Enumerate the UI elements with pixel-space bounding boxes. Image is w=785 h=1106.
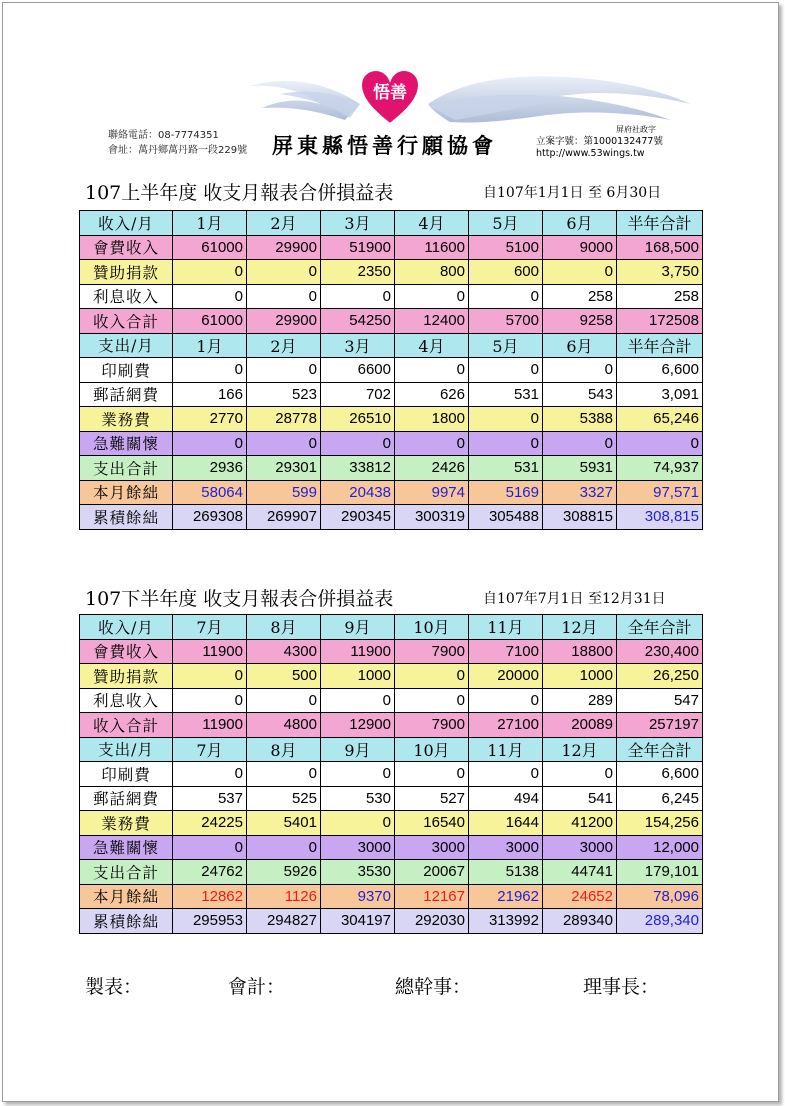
value-cell: 0 (173, 431, 247, 456)
value-cell: 5138 (469, 860, 543, 885)
value-cell: 44741 (543, 860, 617, 885)
value-cell: 0 (395, 284, 469, 309)
value-cell: 541 (543, 786, 617, 811)
value-cell: 531 (469, 456, 543, 481)
table-row (80, 835, 703, 860)
row-label: 業務費 (80, 407, 173, 432)
value-cell: 3000 (321, 835, 395, 860)
registration-info (536, 124, 663, 160)
value-cell: 29301 (247, 456, 321, 481)
value-cell: 172508 (617, 309, 703, 334)
value-cell: 308,815 (617, 505, 703, 530)
value-cell: 0 (395, 762, 469, 787)
value-cell: 0 (543, 762, 617, 787)
header-cell: 5月 (469, 333, 543, 358)
table-row (80, 786, 703, 811)
header-cell: 7月 (173, 615, 247, 640)
value-cell: 7900 (395, 713, 469, 738)
header-cell: 支出/月 (80, 333, 173, 358)
value-cell: 0 (321, 284, 395, 309)
value-cell: 58064 (173, 480, 247, 505)
value-cell: 7900 (395, 639, 469, 664)
expense-header-row (80, 333, 703, 358)
header-cell: 2月 (247, 211, 321, 236)
header-cell: 9月 (321, 615, 395, 640)
table-row (80, 480, 703, 505)
value-cell: 41200 (543, 811, 617, 836)
header-cell: 4月 (395, 211, 469, 236)
header-cell: 1月 (173, 211, 247, 236)
row-label: 印刷費 (80, 762, 173, 787)
value-cell: 494 (469, 786, 543, 811)
accountant-label: 會計： (228, 976, 286, 998)
table-row (80, 811, 703, 836)
value-cell: 0 (395, 431, 469, 456)
header-cell: 7月 (173, 737, 247, 762)
value-cell: 230,400 (617, 639, 703, 664)
first-half-title-block (85, 178, 662, 205)
value-cell: 166 (173, 382, 247, 407)
value-cell: 0 (469, 284, 543, 309)
registration-number: 立案字號：第1000132477號 (536, 136, 663, 147)
value-cell: 289,340 (617, 909, 703, 934)
value-cell: 12862 (173, 884, 247, 909)
table-row (80, 505, 703, 530)
row-label: 利息收入 (80, 688, 173, 713)
row-label: 贊助捐款 (80, 260, 173, 285)
table-row (80, 762, 703, 787)
value-cell: 9370 (321, 884, 395, 909)
value-cell: 294827 (247, 909, 321, 934)
second-half-date-range: 自107年7月1日 至12月31日 (483, 591, 666, 607)
header-cell: 11月 (469, 615, 543, 640)
value-cell: 74,937 (617, 456, 703, 481)
value-cell: 0 (543, 431, 617, 456)
table-row (80, 909, 703, 934)
prepared-by-label: 製表： (85, 976, 143, 998)
value-cell: 4300 (247, 639, 321, 664)
row-label: 會費收入 (80, 639, 173, 664)
header-cell: 6月 (543, 333, 617, 358)
value-cell: 0 (469, 358, 543, 383)
header-cell: 半年合計 (617, 333, 703, 358)
value-cell: 51900 (321, 235, 395, 260)
row-label: 贊助捐款 (80, 664, 173, 689)
value-cell: 525 (247, 786, 321, 811)
table-row (80, 382, 703, 407)
value-cell: 3000 (469, 835, 543, 860)
value-cell: 0 (247, 688, 321, 713)
table-row (80, 284, 703, 309)
value-cell: 1000 (321, 664, 395, 689)
second-half-table (79, 614, 703, 934)
value-cell: 530 (321, 786, 395, 811)
address-text: 會址：萬丹鄉萬丹路一段229號 (108, 145, 248, 156)
value-cell: 6,600 (617, 358, 703, 383)
header-cell: 11月 (469, 737, 543, 762)
header-cell: 收入/月 (80, 211, 173, 236)
header-cell: 8月 (247, 615, 321, 640)
header-cell: 3月 (321, 211, 395, 236)
value-cell: 0 (321, 431, 395, 456)
value-cell: 0 (173, 284, 247, 309)
value-cell: 20438 (321, 480, 395, 505)
value-cell: 547 (617, 688, 703, 713)
row-label: 累積餘絀 (80, 909, 173, 934)
value-cell: 0 (247, 358, 321, 383)
value-cell: 6,600 (617, 762, 703, 787)
value-cell: 12900 (321, 713, 395, 738)
value-cell: 0 (395, 358, 469, 383)
table-row (80, 235, 703, 260)
table-row (80, 884, 703, 909)
value-cell: 0 (617, 431, 703, 456)
value-cell: 289340 (543, 909, 617, 934)
value-cell: 0 (247, 284, 321, 309)
value-cell: 0 (247, 260, 321, 285)
header-cell: 4月 (395, 333, 469, 358)
contact-info (108, 128, 247, 158)
org-name: 屏東縣悟善行願協會 (272, 133, 497, 158)
value-cell: 26,250 (617, 664, 703, 689)
value-cell: 97,571 (617, 480, 703, 505)
income-header-row (80, 615, 703, 640)
header-cell: 5月 (469, 211, 543, 236)
value-cell: 24762 (173, 860, 247, 885)
registration-dept: 屏府社政字 (616, 125, 656, 134)
row-label: 收入合計 (80, 309, 173, 334)
value-cell: 304197 (321, 909, 395, 934)
value-cell: 65,246 (617, 407, 703, 432)
value-cell: 61000 (173, 235, 247, 260)
value-cell: 0 (469, 762, 543, 787)
value-cell: 61000 (173, 309, 247, 334)
value-cell: 0 (321, 688, 395, 713)
value-cell: 5169 (469, 480, 543, 505)
value-cell: 531 (469, 382, 543, 407)
value-cell: 537 (173, 786, 247, 811)
table-row (80, 309, 703, 334)
value-cell: 305488 (469, 505, 543, 530)
value-cell: 5700 (469, 309, 543, 334)
value-cell: 2426 (395, 456, 469, 481)
row-label: 業務費 (80, 811, 173, 836)
value-cell: 289 (543, 688, 617, 713)
table-row (80, 713, 703, 738)
table-row (80, 639, 703, 664)
header-cell: 收入/月 (80, 615, 173, 640)
value-cell: 0 (469, 431, 543, 456)
value-cell: 12167 (395, 884, 469, 909)
value-cell: 308815 (543, 505, 617, 530)
value-cell: 702 (321, 382, 395, 407)
header-cell: 全年合計 (617, 737, 703, 762)
header-cell: 9月 (321, 737, 395, 762)
value-cell: 543 (543, 382, 617, 407)
row-label: 急難關懷 (80, 835, 173, 860)
table-row (80, 407, 703, 432)
value-cell: 258 (617, 284, 703, 309)
value-cell: 1644 (469, 811, 543, 836)
value-cell: 0 (247, 835, 321, 860)
value-cell: 0 (173, 762, 247, 787)
expense-header-row (80, 737, 703, 762)
value-cell: 78,096 (617, 884, 703, 909)
value-cell: 1126 (247, 884, 321, 909)
value-cell: 9258 (543, 309, 617, 334)
value-cell: 257197 (617, 713, 703, 738)
header-cell: 10月 (395, 737, 469, 762)
value-cell: 0 (247, 762, 321, 787)
value-cell: 11900 (173, 713, 247, 738)
value-cell: 0 (469, 688, 543, 713)
value-cell: 5931 (543, 456, 617, 481)
value-cell: 626 (395, 382, 469, 407)
value-cell: 24652 (543, 884, 617, 909)
value-cell: 2350 (321, 260, 395, 285)
value-cell: 1000 (543, 664, 617, 689)
value-cell: 3327 (543, 480, 617, 505)
value-cell: 154,256 (617, 811, 703, 836)
row-label: 支出合計 (80, 456, 173, 481)
value-cell: 5100 (469, 235, 543, 260)
value-cell: 599 (247, 480, 321, 505)
value-cell: 29900 (247, 235, 321, 260)
value-cell: 28778 (247, 407, 321, 432)
value-cell: 3,750 (617, 260, 703, 285)
value-cell: 523 (247, 382, 321, 407)
value-cell: 258 (543, 284, 617, 309)
first-half-title: 107上半年度 收支月報表合併損益表 (85, 182, 394, 204)
value-cell: 24225 (173, 811, 247, 836)
value-cell: 18800 (543, 639, 617, 664)
table-row (80, 358, 703, 383)
value-cell: 313992 (469, 909, 543, 934)
value-cell: 0 (395, 664, 469, 689)
income-header-row (80, 211, 703, 236)
first-half-date-range: 自107年1月1日 至 6月30日 (483, 185, 662, 201)
value-cell: 290345 (321, 505, 395, 530)
header-cell: 12月 (543, 615, 617, 640)
row-label: 支出合計 (80, 860, 173, 885)
table-row (80, 664, 703, 689)
row-label: 利息收入 (80, 284, 173, 309)
header-cell: 支出/月 (80, 737, 173, 762)
row-label: 印刷費 (80, 358, 173, 383)
value-cell: 0 (173, 664, 247, 689)
value-cell: 0 (321, 811, 395, 836)
value-cell: 269907 (247, 505, 321, 530)
table-row (80, 860, 703, 885)
table-row (80, 688, 703, 713)
value-cell: 11900 (173, 639, 247, 664)
value-cell: 600 (469, 260, 543, 285)
value-cell: 29900 (247, 309, 321, 334)
phone-text: 聯絡電話：08-7774351 (108, 130, 219, 141)
value-cell: 0 (173, 358, 247, 383)
value-cell: 292030 (395, 909, 469, 934)
website-link[interactable]: http://www.53wings.tw (536, 148, 645, 159)
header-cell: 2月 (247, 333, 321, 358)
value-cell: 0 (173, 688, 247, 713)
value-cell: 300319 (395, 505, 469, 530)
value-cell: 20067 (395, 860, 469, 885)
row-label: 累積餘絀 (80, 505, 173, 530)
second-half-title-block (85, 584, 666, 611)
header-cell: 6月 (543, 211, 617, 236)
value-cell: 54250 (321, 309, 395, 334)
page-frame (2, 2, 779, 1102)
first-half-table (79, 210, 703, 530)
value-cell: 12,000 (617, 835, 703, 860)
value-cell: 0 (173, 835, 247, 860)
value-cell: 269308 (173, 505, 247, 530)
value-cell: 295953 (173, 909, 247, 934)
table-row (80, 431, 703, 456)
value-cell: 3530 (321, 860, 395, 885)
header-cell: 10月 (395, 615, 469, 640)
value-cell: 0 (543, 358, 617, 383)
value-cell: 5388 (543, 407, 617, 432)
table-row (80, 456, 703, 481)
value-cell: 0 (543, 260, 617, 285)
row-label: 收入合計 (80, 713, 173, 738)
header-cell: 半年合計 (617, 211, 703, 236)
value-cell: 0 (321, 762, 395, 787)
value-cell: 21962 (469, 884, 543, 909)
second-half-title: 107下半年度 收支月報表合併損益表 (85, 588, 394, 610)
header-cell: 全年合計 (617, 615, 703, 640)
value-cell: 26510 (321, 407, 395, 432)
value-cell: 168,500 (617, 235, 703, 260)
header-cell: 12月 (543, 737, 617, 762)
row-label: 郵話網費 (80, 382, 173, 407)
value-cell: 179,101 (617, 860, 703, 885)
value-cell: 20089 (543, 713, 617, 738)
value-cell: 5926 (247, 860, 321, 885)
row-label: 會費收入 (80, 235, 173, 260)
value-cell: 2770 (173, 407, 247, 432)
value-cell: 800 (395, 260, 469, 285)
header-cell: 1月 (173, 333, 247, 358)
value-cell: 527 (395, 786, 469, 811)
row-label: 急難關懷 (80, 431, 173, 456)
value-cell: 9000 (543, 235, 617, 260)
value-cell: 7100 (469, 639, 543, 664)
logo-text: 悟善 (373, 83, 407, 103)
row-label: 郵話網費 (80, 786, 173, 811)
table-row (80, 260, 703, 285)
value-cell: 12400 (395, 309, 469, 334)
value-cell: 2936 (173, 456, 247, 481)
value-cell: 0 (395, 688, 469, 713)
value-cell: 3,091 (617, 382, 703, 407)
header-cell: 8月 (247, 737, 321, 762)
row-label: 本月餘絀 (80, 480, 173, 505)
row-label: 本月餘絀 (80, 884, 173, 909)
value-cell: 4800 (247, 713, 321, 738)
value-cell: 5401 (247, 811, 321, 836)
value-cell: 6600 (321, 358, 395, 383)
header-cell: 3月 (321, 333, 395, 358)
value-cell: 33812 (321, 456, 395, 481)
value-cell: 500 (247, 664, 321, 689)
value-cell: 11900 (321, 639, 395, 664)
value-cell: 20000 (469, 664, 543, 689)
value-cell: 3000 (543, 835, 617, 860)
value-cell: 1800 (395, 407, 469, 432)
value-cell: 16540 (395, 811, 469, 836)
value-cell: 3000 (395, 835, 469, 860)
value-cell: 6,245 (617, 786, 703, 811)
value-cell: 27100 (469, 713, 543, 738)
chairman-label: 理事長： (583, 976, 660, 998)
value-cell: 0 (469, 407, 543, 432)
value-cell: 9974 (395, 480, 469, 505)
value-cell: 11600 (395, 235, 469, 260)
value-cell: 0 (247, 431, 321, 456)
secretary-general-label: 總幹事： (395, 976, 472, 998)
value-cell: 0 (173, 260, 247, 285)
